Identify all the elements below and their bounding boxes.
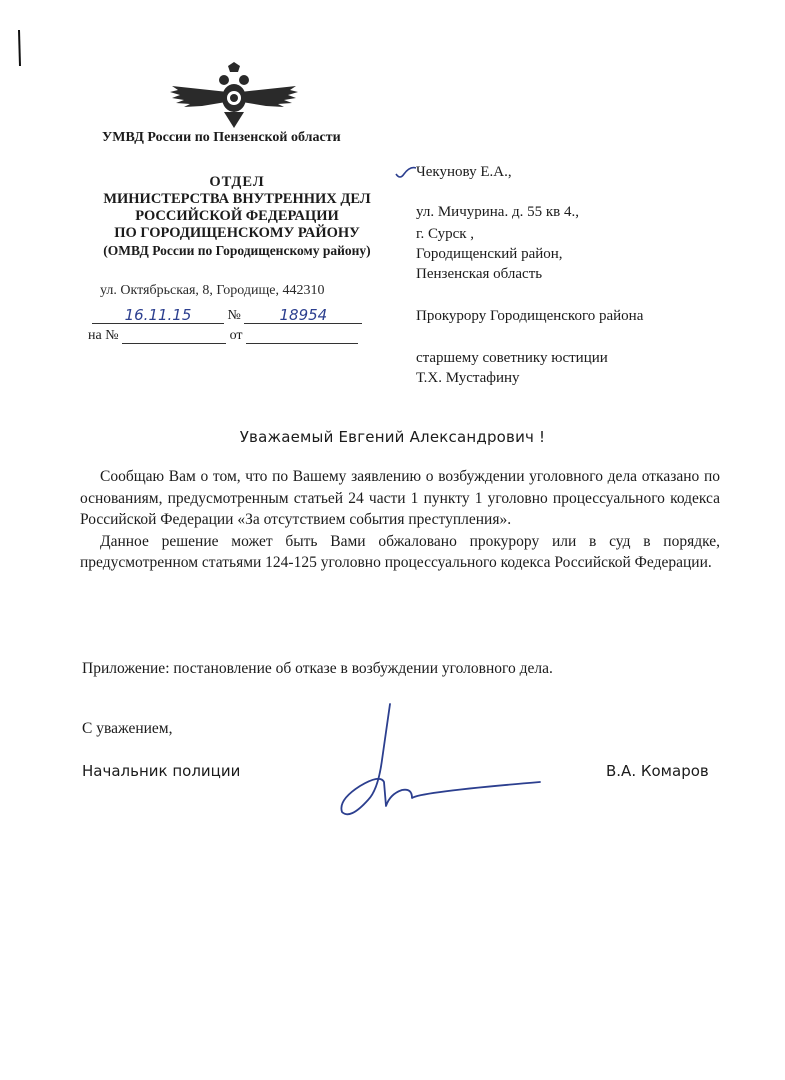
body-paragraph: Данное решение может быть Вами обжаловано прокурору или в суд в порядке, предусмотренном статьями 124-125 уголовно процессуального кодекса Российской Федерации.	[80, 532, 720, 571]
reference-number-field	[122, 326, 226, 344]
reference-from-label: от	[229, 328, 243, 343]
department-address: ул. Октябрьская, 8, Городище, 442310	[100, 283, 325, 298]
department-line: МИНИСТЕРСТВА ВНУТРЕННИХ ДЕЛ	[103, 191, 371, 207]
department-line: ПО ГОРОДИЩЕНСКОМУ РАЙОНУ	[114, 225, 360, 241]
department-line: РОССИЙСКОЙ ФЕДЕРАЦИИ	[135, 208, 339, 224]
letter-body	[80, 466, 720, 574]
copy-recipient-rank: старшему советнику юстиции	[416, 350, 608, 366]
closing-phrase: С уважением,	[82, 720, 173, 737]
scan-mark	[18, 30, 21, 66]
department-line: (ОМВД России по Городищенскому району)	[103, 243, 371, 258]
check-mark-icon	[394, 164, 418, 180]
attachment-note: Приложение: постановление об отказе в возбуждении уголовного дела.	[82, 660, 553, 677]
copy-recipient: Прокурору Городищенского района	[416, 308, 644, 324]
recipient-street: ул. Мичурина. д. 55 кв 4.,	[416, 204, 579, 220]
registration-row	[92, 306, 362, 324]
body-paragraph: Сообщаю Вам о том, что по Вашему заявлению о возбуждении уголовного дела отказано по основаниям, предусмотренным статьей 24 части 1 пункту 1 уголовно процессуального кодекса Российской Федерации «За отсутствием события преступления».	[80, 468, 720, 528]
eagle-emblem-icon	[168, 62, 300, 130]
reference-row	[88, 326, 358, 344]
recipient-district: Городищенский район,	[416, 246, 563, 262]
department-block	[72, 174, 402, 259]
agency-title: УМВД России по Пензенской области	[102, 130, 341, 145]
recipient-name: Чекунову Е.А.,	[416, 164, 512, 180]
reference-label: на №	[88, 328, 119, 343]
registration-date: 16.11.15	[124, 306, 192, 324]
number-sign: №	[227, 308, 241, 323]
signer-position: Начальник полиции	[82, 762, 241, 780]
department-line: ОТДЕЛ	[209, 174, 265, 190]
reference-date-field	[246, 326, 358, 344]
signature-icon	[320, 700, 550, 830]
recipient-region: Пензенская область	[416, 266, 543, 282]
registration-date-field	[92, 306, 224, 324]
signer-name: В.А. Комаров	[606, 762, 709, 780]
letter-greeting: Уважаемый Евгений Александрович !	[239, 428, 546, 446]
recipient-city: г. Сурск ,	[416, 226, 475, 242]
registration-number: 18954	[279, 306, 328, 324]
registration-number-field	[244, 306, 362, 324]
copy-recipient-name: Т.Х. Мустафину	[416, 370, 520, 386]
